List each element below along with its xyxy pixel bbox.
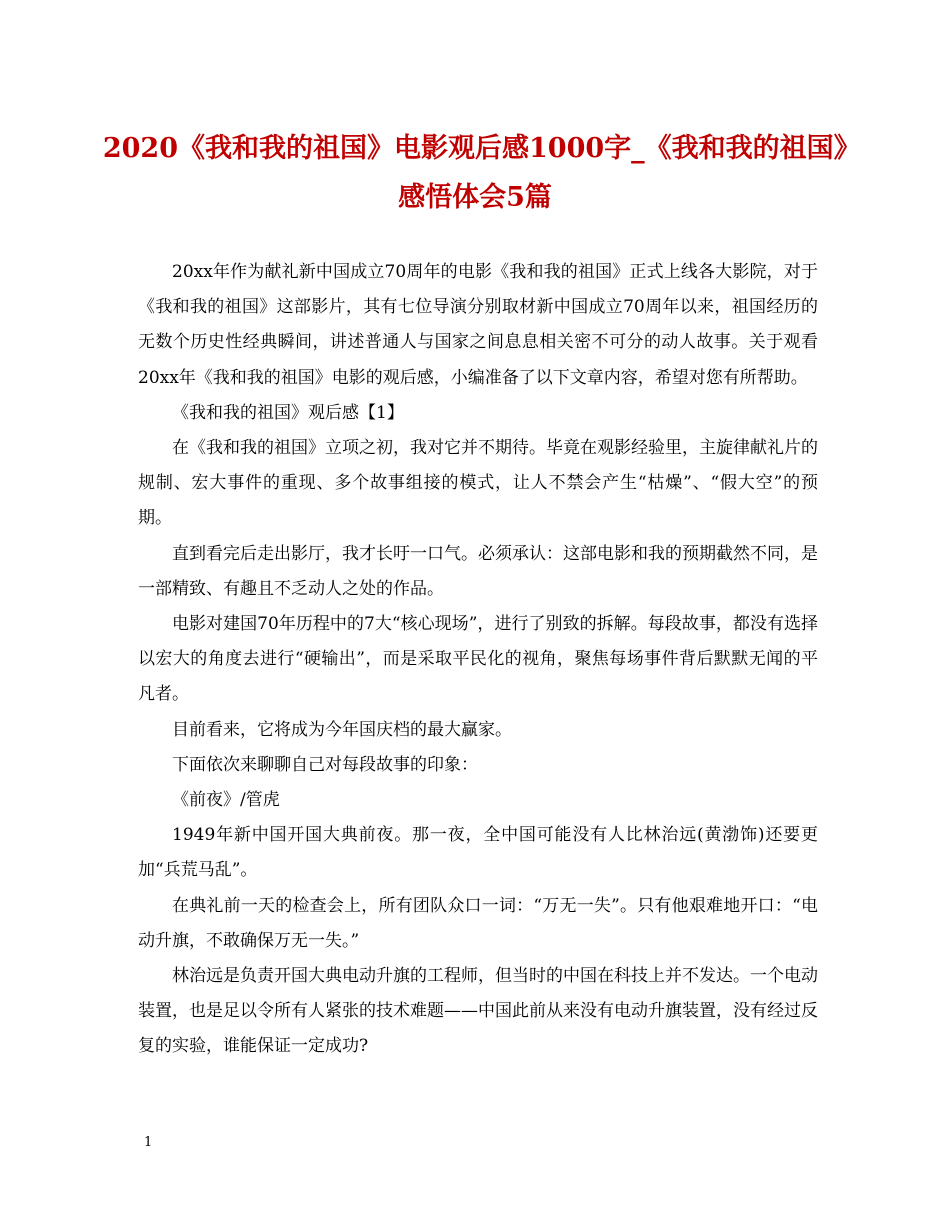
paragraph: 1949年新中国开国大典前夜。那一夜，全中国可能没有人比林治远(黄渤饰)还要更加“兵荒马乱”。 [138, 825, 818, 881]
paragraph: 目前看来，它将成为今年国庆档的最大赢家。 [172, 719, 512, 740]
paragraph: 直到看完后走出影厅，我才长吁一口气。必须承认：这部电影和我的预期截然不同，是一部精致、有趣且不乏动人之处的作品。 [138, 543, 818, 599]
paragraph: 在典礼前一天的检查会上，所有团队众口一词：“万无一失”。只有他艰难地开口：“电动升旗，不敢确保万无一失。” [138, 895, 818, 951]
story-heading: 《前夜》/管虎 [172, 790, 280, 811]
section-heading: 《我和我的祖国》观后感【1】 [172, 402, 404, 423]
page-number: 1 [144, 1135, 153, 1150]
document-title: 2020《我和我的祖国》电影观后感1000字_《我和我的祖国》感悟体会5篇 [102, 133, 848, 213]
paragraph: 下面依次来聊聊自己对每段故事的印象： [172, 754, 478, 775]
paragraph: 林治远是负责开国大典电动升旗的工程师，但当时的中国在科技上并不发达。一个电动装置，也是足以令所有人紧张的技术难题——中国此前从来没有电动升旗装置，没有经过反复的实验，谁能保证一定成功? [138, 966, 818, 1057]
document-body [138, 255, 818, 1065]
paragraph: 在《我和我的祖国》立项之初，我对它并不期待。毕竟在观影经验里，主旋律献礼片的规制、宏大事件的重现、多个故事组接的模式，让人不禁会产生“枯燥”、“假大空”的预期。 [138, 438, 818, 529]
paragraph: 电影对建国70年历程中的7大“核心现场”，进行了别致的拆解。每段故事，都没有选择以宏大的角度去进行“硬输出”，而是采取平民化的视角，聚焦每场事件背后默默无闻的平凡者。 [138, 614, 818, 705]
paragraph-intro: 20xx年作为献礼新中国成立70周年的电影《我和我的祖国》正式上线各大影院，对于《我和我的祖国》这部影片，其有七位导演分别取材新中国成立70周年以来，祖国经历的无数个历史性经典瞬间，讲述普通人与国家之间息息相关密不可分的动人故事。关于观看20xx年《我和我的祖国》电影的观后感，小编准备了以下文章内容，希望对您有所帮助。 [138, 262, 818, 388]
